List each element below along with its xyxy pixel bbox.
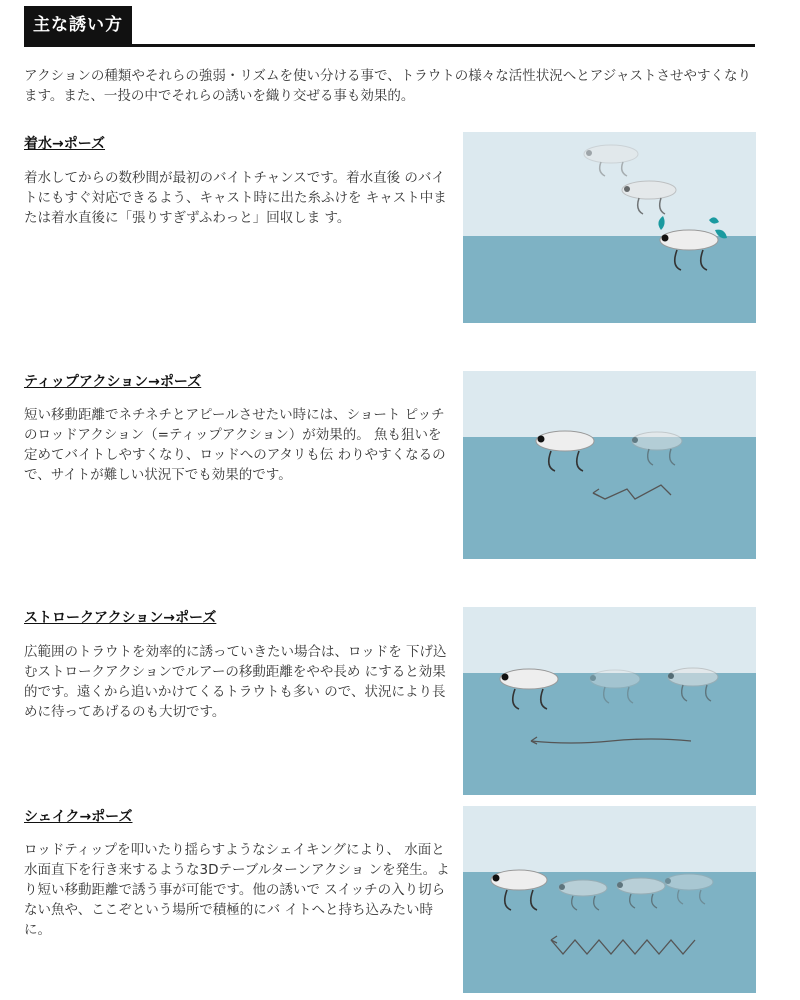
- section-heading: [24, 6, 755, 46]
- section-text-stroke-action-pause: 広範囲のトラウトを効率的に誘っていきたい場合は、ロッドを 下げ込むストロークアクションでルアーの移動距離をやや長め にすると効果的です。遠くから追いかけてくるトラウトも多い ので、状況により長めに待ってあげるのも大切です。: [24, 644, 447, 720]
- illustration-splashdown-pause: [463, 132, 756, 323]
- section-title-shake-pause: シェイク→ポーズ: [24, 809, 133, 825]
- illustration-tip-action-pause: [463, 371, 756, 559]
- section-text-tip-action-pause: 短い移動距離でネチネチとアピールさせたい時には、ショート ピッチのロッドアクション（=ティップアクション）が効果的。 魚も狙いを定めてバイトしやすくなり、ロッドへのアタリも伝 わりやすくなるので、サイトが難しい状況下でも効果的です。: [24, 407, 446, 483]
- section-text-splashdown-pause: 着水してからの数秒間が最初のバイトチャンスです。着水直後 のバイトにもすぐ対応できるよう、キャスト時に出た糸ふけを キャスト中または着水直後に「張りすぎずふわっと」回収しま す。: [24, 170, 447, 226]
- heading-label: 主な誘い方: [24, 6, 132, 44]
- illustration-stroke-action-pause: [463, 607, 756, 795]
- intro-paragraph: アクションの種類やそれらの強弱・リズムを使い分ける事で、トラウトの様々な活性状況へとアジャストさせやすくなります。また、一投の中でそれらの誘いを織り交ぜる事も効果的。: [24, 68, 751, 104]
- section-title-stroke-action-pause: ストロークアクション→ポーズ: [24, 610, 217, 626]
- heading-underline: [24, 44, 755, 47]
- section-title-splashdown-pause: 着水→ポーズ: [24, 136, 106, 152]
- section-text-shake-pause: ロッドティップを叩いたり揺らすようなシェイキングにより、 水面と水面直下を行き来するような3Dテーブルターンアクショ ンを発生。より短い移動距離で誘う事が可能です。他の誘いで スイッチの入り切らない魚や、ここぞという場所で積極的にバ イトへと持ち込みたい時に。: [24, 842, 450, 938]
- section-title-tip-action-pause: ティップアクション→ポーズ: [24, 374, 202, 390]
- illustration-shake-pause: [463, 806, 756, 993]
